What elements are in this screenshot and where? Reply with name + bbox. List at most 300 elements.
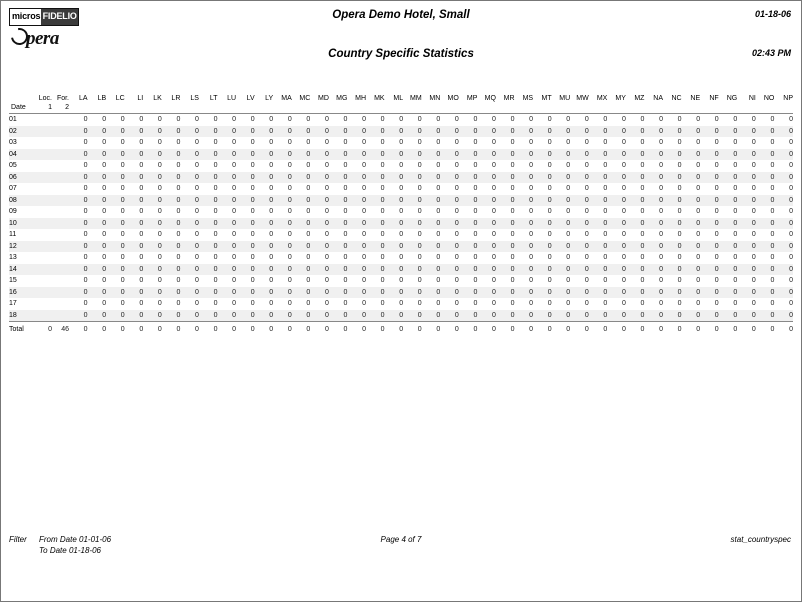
- cell-lu: 0: [232, 277, 237, 285]
- total-cell-ne: 0: [682, 322, 701, 336]
- cell-mm: 0: [417, 185, 422, 193]
- cell-np: 0: [774, 218, 793, 230]
- cell-lu: 0: [218, 172, 237, 184]
- cell-mn: 0: [436, 185, 441, 193]
- total-cell-mq: 0: [477, 322, 496, 336]
- cell-mq: 0: [477, 241, 496, 253]
- cell-ni: 0: [737, 264, 756, 276]
- cell-my: 0: [607, 126, 626, 138]
- cell-no: 0: [770, 139, 775, 147]
- column-header-mg: MG: [336, 95, 348, 102]
- table-row: [9, 241, 793, 253]
- cell-na: 0: [659, 162, 663, 170]
- cell-mh: 0: [347, 218, 366, 230]
- cell-lb: 0: [102, 208, 107, 216]
- cell-lk: 0: [143, 218, 162, 230]
- cell-ls: 0: [195, 231, 199, 239]
- cell-mg: 0: [329, 310, 348, 322]
- row-label: 03: [9, 139, 17, 147]
- row-lead-value-1: [35, 229, 52, 241]
- row-lead-value-1: [35, 264, 52, 276]
- cell-lb: 0: [102, 254, 107, 262]
- row-label: 02: [9, 126, 35, 138]
- row-lead-value-1: [35, 195, 52, 207]
- cell-mx: 0: [589, 218, 608, 230]
- cell-lu: 0: [218, 218, 237, 230]
- cell-na: 0: [659, 116, 663, 124]
- cell-my: 0: [621, 139, 626, 147]
- cell-lk: 0: [157, 185, 162, 193]
- cell-mh: 0: [362, 116, 366, 124]
- cell-li: 0: [125, 149, 144, 161]
- cell-mg: 0: [329, 126, 348, 138]
- cell-mx: 0: [589, 149, 608, 161]
- total-lead-value-1: 0: [35, 322, 52, 336]
- total-cell-mn: 0: [422, 322, 441, 336]
- cell-mx: 0: [589, 310, 608, 322]
- cell-mu: 0: [552, 287, 571, 299]
- cell-mh: 0: [347, 195, 366, 207]
- column-subheader-md: [310, 102, 329, 114]
- cell-lc: 0: [106, 310, 125, 322]
- cell-ma: 0: [273, 287, 292, 299]
- column-header-ls: LS: [190, 95, 199, 102]
- total-cell-mw: 0: [570, 322, 589, 336]
- cell-no: 0: [756, 126, 775, 138]
- cell-mg: 0: [343, 300, 348, 308]
- cell-ne: 0: [696, 185, 701, 193]
- cell-ml: 0: [399, 277, 404, 285]
- cell-la: 0: [83, 185, 88, 193]
- row-lead-value-1: [35, 218, 52, 230]
- cell-ly: 0: [269, 208, 274, 216]
- cell-nf: 0: [700, 218, 719, 230]
- cell-lt: 0: [199, 149, 218, 161]
- cell-lr: 0: [162, 195, 181, 207]
- cell-mh: 0: [347, 172, 366, 184]
- total-cell-mc: 0: [292, 322, 311, 336]
- cell-mn: 0: [436, 254, 441, 262]
- cell-mc: 0: [292, 172, 311, 184]
- cell-mw: 0: [584, 116, 589, 124]
- filter-from-date: From Date 01-01-06: [39, 535, 112, 544]
- cell-ne: 0: [696, 162, 701, 170]
- cell-la: 0: [83, 208, 88, 216]
- cell-mw: 0: [570, 195, 589, 207]
- cell-my: 0: [607, 218, 626, 230]
- total-cell-lb: 0: [88, 322, 107, 336]
- cell-mu: 0: [566, 185, 571, 193]
- row-label: 01: [9, 116, 17, 124]
- cell-lv: 0: [236, 241, 255, 253]
- table-row: [9, 183, 793, 195]
- column-subheader-mr: [496, 102, 515, 114]
- cell-la: 0: [69, 310, 88, 322]
- cell-nc: 0: [677, 277, 682, 285]
- cell-lb: 0: [102, 231, 107, 239]
- cell-mw: 0: [570, 310, 589, 322]
- cell-lb: 0: [102, 162, 107, 170]
- cell-mg: 0: [343, 277, 348, 285]
- cell-md: 0: [310, 287, 329, 299]
- cell-lu: 0: [232, 139, 237, 147]
- cell-lv: 0: [236, 195, 255, 207]
- statistics-table-wrapper: [9, 89, 793, 335]
- cell-mx: 0: [589, 126, 608, 138]
- page-number: Page 4 of 7: [380, 535, 422, 544]
- row-label: 14: [9, 264, 35, 276]
- total-cell-mz: 0: [626, 322, 645, 336]
- report-title: Country Specific Statistics: [328, 48, 474, 60]
- cell-nc: 0: [663, 241, 682, 253]
- cell-la: 0: [83, 277, 88, 285]
- cell-mg: 0: [329, 172, 348, 184]
- row-label: 10: [9, 218, 35, 230]
- cell-la: 0: [69, 287, 88, 299]
- cell-mr: 0: [496, 195, 515, 207]
- cell-mk: 0: [380, 254, 385, 262]
- cell-ml: 0: [385, 241, 404, 253]
- cell-mq: 0: [492, 254, 496, 262]
- column-header-lr: LR: [171, 95, 181, 102]
- cell-mu: 0: [552, 241, 571, 253]
- hotel-title: Opera Demo Hotel, Small: [332, 9, 470, 21]
- cell-np: 0: [774, 195, 793, 207]
- cell-ml: 0: [385, 172, 404, 184]
- cell-lu: 0: [218, 264, 237, 276]
- cell-lv: 0: [250, 231, 255, 239]
- column-subheader-lr: [162, 102, 181, 114]
- cell-my: 0: [607, 310, 626, 322]
- column-subheader-la: [69, 102, 88, 114]
- column-header-mc: MC: [299, 95, 311, 102]
- total-cell-mt: 0: [533, 322, 552, 336]
- cell-mn: 0: [422, 149, 441, 161]
- cell-ly: 0: [255, 310, 274, 322]
- cell-lv: 0: [250, 139, 255, 147]
- cell-ml: 0: [399, 162, 404, 170]
- cell-lc: 0: [106, 241, 125, 253]
- cell-no: 0: [770, 185, 775, 193]
- cell-mh: 0: [347, 241, 366, 253]
- cell-ni: 0: [737, 241, 756, 253]
- total-cell-mo: 0: [440, 322, 459, 336]
- cell-lk: 0: [157, 162, 162, 170]
- column-header-mr: MR: [503, 95, 515, 102]
- row-label: 13: [9, 254, 17, 262]
- cell-lc: 0: [120, 300, 125, 308]
- cell-ly: 0: [255, 264, 274, 276]
- cell-mw: 0: [584, 162, 589, 170]
- cell-lb: 0: [88, 264, 107, 276]
- cell-mw: 0: [570, 264, 589, 276]
- cell-ls: 0: [195, 139, 199, 147]
- cell-nc: 0: [677, 254, 682, 262]
- column-header-lc: LC: [115, 95, 125, 102]
- cell-my: 0: [607, 172, 626, 184]
- cell-mm: 0: [417, 231, 422, 239]
- cell-mh: 0: [362, 254, 366, 262]
- cell-mg: 0: [329, 264, 348, 276]
- cell-mu: 0: [552, 126, 571, 138]
- cell-nc: 0: [663, 149, 682, 161]
- cell-lr: 0: [176, 208, 181, 216]
- cell-ms: 0: [515, 310, 534, 322]
- column-subheader-li: [125, 102, 144, 114]
- total-cell-li: 0: [125, 322, 144, 336]
- cell-ls: 0: [195, 208, 199, 216]
- cell-mz: 0: [626, 218, 645, 230]
- column-header-na: NA: [653, 95, 663, 102]
- cell-nf: 0: [714, 162, 719, 170]
- cell-mp: 0: [459, 241, 478, 253]
- column-header-mw: MW: [576, 95, 589, 102]
- cell-la: 0: [83, 162, 88, 170]
- cell-mu: 0: [566, 116, 571, 124]
- cell-lr: 0: [176, 254, 181, 262]
- cell-mc: 0: [306, 254, 311, 262]
- cell-mo: 0: [454, 185, 459, 193]
- row-lead-value-2: [52, 206, 69, 218]
- cell-ni: 0: [751, 116, 756, 124]
- cell-mt: 0: [547, 116, 552, 124]
- cell-mh: 0: [347, 287, 366, 299]
- cell-np: 0: [774, 172, 793, 184]
- cell-ms: 0: [515, 149, 534, 161]
- cell-lu: 0: [232, 300, 237, 308]
- cell-ms: 0: [515, 126, 534, 138]
- cell-ls: 0: [180, 310, 199, 322]
- cell-lb: 0: [102, 277, 107, 285]
- cell-no: 0: [770, 277, 775, 285]
- cell-nc: 0: [677, 139, 682, 147]
- cell-ma: 0: [287, 254, 292, 262]
- cell-no: 0: [756, 218, 775, 230]
- cell-li: 0: [125, 264, 144, 276]
- cell-mn: 0: [422, 241, 441, 253]
- cell-mq: 0: [492, 162, 496, 170]
- micros-logo-text: micros: [12, 11, 41, 21]
- cell-nc: 0: [663, 287, 682, 299]
- column-header-mk: MK: [374, 95, 385, 102]
- cell-md: 0: [324, 139, 329, 147]
- row-lead-value-1: [35, 241, 52, 253]
- cell-mu: 0: [552, 172, 571, 184]
- column-header-md: MD: [317, 95, 329, 102]
- cell-ly: 0: [255, 149, 274, 161]
- cell-ma: 0: [287, 185, 292, 193]
- column-header-mx: MX: [596, 95, 608, 102]
- cell-ng: 0: [733, 254, 738, 262]
- cell-ml: 0: [399, 185, 404, 193]
- column-header-mo: MO: [447, 95, 459, 102]
- cell-ly: 0: [255, 241, 274, 253]
- cell-lu: 0: [218, 195, 237, 207]
- cell-mp: 0: [473, 185, 478, 193]
- cell-ms: 0: [515, 287, 534, 299]
- cell-mx: 0: [589, 195, 608, 207]
- cell-lr: 0: [162, 264, 181, 276]
- cell-lc: 0: [106, 264, 125, 276]
- table-head: [9, 89, 793, 114]
- cell-mp: 0: [473, 300, 478, 308]
- total-cell-ms: 0: [515, 322, 534, 336]
- cell-ni: 0: [737, 126, 756, 138]
- cell-mo: 0: [440, 172, 459, 184]
- cell-no: 0: [770, 254, 775, 262]
- column-subheader-ni: [737, 102, 756, 114]
- cell-mn: 0: [436, 300, 441, 308]
- cell-li: 0: [125, 241, 144, 253]
- cell-ne: 0: [682, 172, 701, 184]
- column-subheader-ly: [255, 102, 274, 114]
- cell-mk: 0: [366, 172, 385, 184]
- cell-na: 0: [659, 277, 663, 285]
- row-lead-value-2: [52, 310, 69, 322]
- cell-mq: 0: [492, 231, 496, 239]
- cell-ms: 0: [529, 139, 534, 147]
- cell-mu: 0: [552, 310, 571, 322]
- cell-lc: 0: [106, 126, 125, 138]
- cell-mo: 0: [440, 149, 459, 161]
- cell-mu: 0: [566, 277, 571, 285]
- cell-mo: 0: [440, 287, 459, 299]
- cell-np: 0: [789, 162, 793, 170]
- cell-mg: 0: [329, 195, 348, 207]
- cell-lu: 0: [218, 310, 237, 322]
- cell-np: 0: [789, 139, 793, 147]
- cell-mq: 0: [492, 185, 496, 193]
- column-subheader-mg: [329, 102, 348, 114]
- cell-mx: 0: [603, 254, 608, 262]
- cell-nf: 0: [700, 264, 719, 276]
- cell-li: 0: [139, 277, 144, 285]
- cell-mp: 0: [473, 162, 478, 170]
- table-corner-label: Date: [9, 102, 35, 114]
- cell-ms: 0: [515, 195, 534, 207]
- cell-ne: 0: [682, 287, 701, 299]
- cell-mx: 0: [603, 208, 608, 216]
- cell-mz: 0: [626, 241, 645, 253]
- cell-mz: 0: [626, 149, 645, 161]
- cell-mr: 0: [510, 139, 515, 147]
- cell-ni: 0: [751, 254, 756, 262]
- cell-ma: 0: [287, 162, 292, 170]
- cell-ni: 0: [737, 287, 756, 299]
- cell-mg: 0: [343, 231, 348, 239]
- cell-mw: 0: [570, 287, 589, 299]
- cell-mz: 0: [626, 287, 645, 299]
- cell-nf: 0: [714, 231, 719, 239]
- cell-mu: 0: [566, 300, 571, 308]
- cell-lt: 0: [199, 218, 218, 230]
- row-lead-value-1: [35, 252, 52, 264]
- cell-md: 0: [310, 172, 329, 184]
- cell-ni: 0: [737, 218, 756, 230]
- total-cell-ls: 0: [180, 322, 199, 336]
- row-lead-value-2: [52, 241, 69, 253]
- column-header-my: MY: [615, 95, 626, 102]
- cell-li: 0: [125, 195, 144, 207]
- cell-my: 0: [607, 264, 626, 276]
- cell-no: 0: [756, 172, 775, 184]
- column-header-nf: NF: [709, 95, 719, 102]
- cell-lt: 0: [213, 208, 218, 216]
- cell-mc: 0: [292, 218, 311, 230]
- row-lead-value-1: [35, 137, 52, 149]
- cell-mr: 0: [510, 231, 515, 239]
- cell-ls: 0: [195, 300, 199, 308]
- lead-subheader-2: 2: [52, 102, 69, 114]
- cell-mk: 0: [366, 310, 385, 322]
- cell-li: 0: [139, 185, 144, 193]
- row-label: 04: [9, 149, 35, 161]
- lead-subheader-1: 1: [35, 102, 52, 114]
- cell-mn: 0: [436, 208, 441, 216]
- cell-ms: 0: [529, 185, 534, 193]
- cell-lk: 0: [143, 172, 162, 184]
- cell-mc: 0: [292, 310, 311, 322]
- cell-mx: 0: [603, 162, 608, 170]
- cell-mr: 0: [510, 162, 515, 170]
- cell-mz: 0: [640, 231, 645, 239]
- cell-lv: 0: [250, 208, 255, 216]
- cell-lr: 0: [176, 231, 181, 239]
- cell-li: 0: [139, 116, 144, 124]
- cell-nc: 0: [663, 195, 682, 207]
- cell-mr: 0: [496, 241, 515, 253]
- cell-my: 0: [607, 287, 626, 299]
- cell-lv: 0: [236, 172, 255, 184]
- cell-mm: 0: [403, 241, 422, 253]
- cell-ng: 0: [733, 300, 738, 308]
- total-cell-ly: 0: [255, 322, 274, 336]
- cell-mk: 0: [366, 287, 385, 299]
- cell-my: 0: [621, 116, 626, 124]
- cell-ms: 0: [529, 254, 534, 262]
- cell-na: 0: [644, 241, 663, 253]
- cell-my: 0: [621, 300, 626, 308]
- cell-mh: 0: [362, 162, 366, 170]
- cell-mg: 0: [329, 149, 348, 161]
- cell-mw: 0: [570, 126, 589, 138]
- cell-mm: 0: [417, 162, 422, 170]
- cell-mm: 0: [417, 116, 422, 124]
- cell-lv: 0: [236, 149, 255, 161]
- column-subheader-mu: [552, 102, 571, 114]
- cell-ms: 0: [515, 172, 534, 184]
- cell-ml: 0: [399, 208, 404, 216]
- cell-ni: 0: [737, 172, 756, 184]
- cell-la: 0: [69, 172, 88, 184]
- cell-lb: 0: [88, 126, 107, 138]
- column-subheader-np: [774, 102, 793, 114]
- cell-mq: 0: [477, 126, 496, 138]
- cell-ne: 0: [682, 149, 701, 161]
- cell-la: 0: [83, 254, 88, 262]
- cell-mo: 0: [440, 126, 459, 138]
- cell-lv: 0: [250, 277, 255, 285]
- column-subheader-ne: [682, 102, 701, 114]
- cell-na: 0: [644, 264, 663, 276]
- cell-ml: 0: [385, 264, 404, 276]
- cell-mc: 0: [306, 277, 311, 285]
- cell-mx: 0: [589, 172, 608, 184]
- cell-ly: 0: [269, 185, 274, 193]
- total-lead-value-2: 46: [52, 322, 69, 336]
- cell-lt: 0: [199, 126, 218, 138]
- cell-nc: 0: [677, 116, 682, 124]
